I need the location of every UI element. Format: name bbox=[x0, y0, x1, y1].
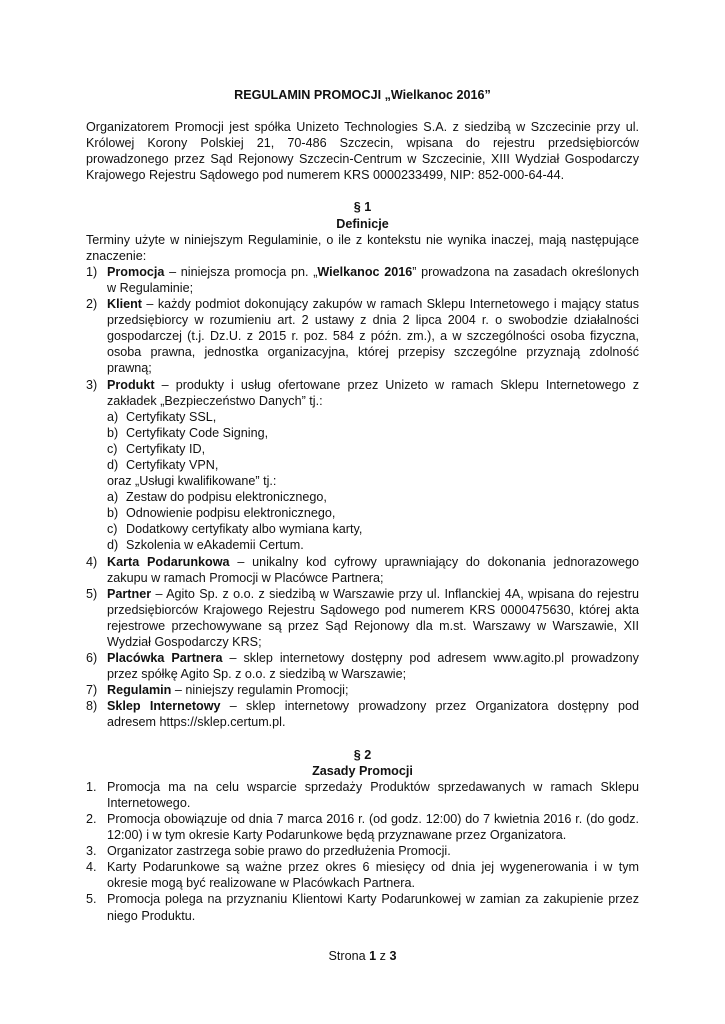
rule-item: 5. Promocja polega na przyznaniu Klientowi Karty Podarunkowej w zamian za zakupienie przez niego Produktu. bbox=[86, 892, 639, 923]
definition-item: 5) Partner – Agito Sp. z o.o. z siedzibą w Warszawie przy ul. Inflanckiej 4A, wpisana do rejestru przedsiębiorców Krajowego Rejestru Sądowego pod numerem KRS 0000475630, której akta rejestrowe przechowywane są przez Sąd Rejonowy dla m.st. Warszawy w Warszawie, XII Wydział Gospodarczy KRS; bbox=[86, 586, 639, 649]
product-item: d) Szkolenia w eAkademii Certum. bbox=[107, 538, 304, 553]
total-pages-number: 3 bbox=[389, 949, 397, 963]
intro-paragraph: Organizatorem Promocji jest spółka Unizeto Technologies S.A. z siedzibą w Szczecinie przy ul. Królowej Korony Polskiej 21, 70-486 Szczecin, wpisana do rejestru przedsiębiorców prowadzonego przez Sąd Rejonowy Szczecin-Centrum w Szczecinie, XIII Wydział Gospodarczy Krajowego Rejestru Sądowego pod numerem KRS 0000233499, NIP: 852-000-64-44. bbox=[86, 120, 639, 183]
section-1-lead: Terminy użyte w niniejszym Regulaminie, o ile z kontekstu nie wynika inaczej, mają następujące znaczenie: bbox=[86, 232, 639, 263]
product-item: c) Certyfikaty ID, bbox=[107, 441, 206, 456]
definitions-list bbox=[86, 264, 639, 731]
product-group-join: oraz „Usługi kwalifikowane” tj.: bbox=[107, 474, 277, 489]
product-group-qualified bbox=[107, 489, 639, 553]
promotion-name: Wielkanoc 2016 bbox=[317, 264, 413, 279]
definition-item: 2) Klient – każdy podmiot dokonujący zakupów w ramach Sklepu Internetowego i mający status przedsiębiorcy w rozumieniu art. 2 ustawy z dnia 2 lipca 2004 r. o swobodzie działalności gospodarczej (t.j. Dz.U. z 2015 r. poz. 584 z późn. zm.), a w szczególności osoba fizyczna, osoba prawna, jednostka organizacyjna, której przepisy szczególne przyznają zdolność prawną; bbox=[86, 297, 639, 376]
definition-item: 3) Produkt – produkty i usług ofertowane przez Unizeto w ramach Sklepu Internetowego z zakładek „Bezpieczeństwo Danych” tj.: a) Certyfikaty SSL, b) Certyfikaty Code Signing, c) Certyfikaty ID, d) Certyfikaty VPN, oraz „Usługi kwalifikowane” tj.: a) Zestaw do podpisu elektronicznego, b) Odnowienie podpisu elektronicznego, c) Dodatkowy certyfikaty albo wymiana karty, d) Szkolenia w eAkademii Certum. bbox=[86, 377, 639, 553]
rule-item: 4. Karty Podarunkowe są ważne przez okres 6 miesięcy od dnia jej wygenerowania i w tym okresie mogą być realizowane w Placówkach Partnera. bbox=[86, 860, 639, 891]
definition-term: Produkt bbox=[107, 377, 155, 392]
section-1-heading: Definicje bbox=[336, 216, 389, 231]
definition-term: Sklep Internetowy bbox=[107, 699, 221, 714]
definition-term: Klient bbox=[107, 297, 142, 312]
definition-item: 1) Promocja – niniejsza promocja pn. „Wielkanoc 2016” prowadzona na zasadach określonych w Regulaminie; bbox=[86, 264, 639, 295]
current-page-number: 1 bbox=[369, 949, 377, 963]
product-item: d) Certyfikaty VPN, bbox=[107, 457, 219, 472]
definition-term: Partner bbox=[107, 586, 152, 601]
section-1-number: § 1 bbox=[353, 200, 372, 215]
definition-item: 4) Karta Podarunkowa – unikalny kod cyfrowy uprawniający do dokonania jednorazowego zakupu w ramach Promocji w Placówce Partnera; bbox=[86, 554, 639, 585]
document-title: REGULAMIN PROMOCJI „Wielkanoc 2016” bbox=[234, 88, 491, 102]
section-2-heading: Zasady Promocji bbox=[312, 763, 413, 778]
product-item: b) Odnowienie podpisu elektronicznego, bbox=[107, 506, 336, 521]
rules-list bbox=[86, 779, 639, 924]
product-item: c) Dodatkowy certyfikaty albo wymiana karty, bbox=[107, 522, 363, 537]
rule-item: 3. Organizator zastrzega sobie prawo do przedłużenia Promocji. bbox=[86, 844, 451, 859]
definition-term: Promocja bbox=[107, 264, 165, 279]
definition-item: 6) Placówka Partnera – sklep internetowy dostępny pod adresem www.agito.pl prowadzony przez spółkę Agito Sp. z o.o. z siedzibą w Warszawie; bbox=[86, 651, 639, 682]
rule-item: 1. Promocja ma na celu wsparcie sprzedaży Produktów sprzedawanych w ramach Sklepu Internetowego. bbox=[86, 779, 639, 810]
product-item: b) Certyfikaty Code Signing, bbox=[107, 425, 269, 440]
rule-item: 2. Promocja obowiązuje od dnia 7 marca 2016 r. (od godz. 12:00) do 7 kwietnia 2016 r. (do godz. 12:00) i w tym okresie Karty Podarunkowe będą przyznawane przez Organizatora. bbox=[86, 811, 639, 843]
product-group-security bbox=[107, 409, 639, 473]
product-item: a) Certyfikaty SSL, bbox=[107, 409, 217, 424]
product-item: a) Zestaw do podpisu elektronicznego, bbox=[107, 490, 327, 505]
definition-term: Regulamin bbox=[107, 683, 172, 698]
definition-item: 7) Regulamin – niniejszy regulamin Promocji; bbox=[86, 683, 349, 698]
definition-item: 8) Sklep Internetowy – sklep internetowy prowadzony przez Organizatora dostępny pod adresem https://sklep.certum.pl. bbox=[86, 699, 639, 730]
page-footer: Strona 1 z 3 bbox=[328, 949, 397, 963]
definition-term: Placówka Partnera bbox=[107, 651, 223, 666]
document-body bbox=[86, 87, 639, 924]
section-2-number: § 2 bbox=[353, 747, 372, 762]
definition-term: Karta Podarunkowa bbox=[107, 554, 230, 569]
